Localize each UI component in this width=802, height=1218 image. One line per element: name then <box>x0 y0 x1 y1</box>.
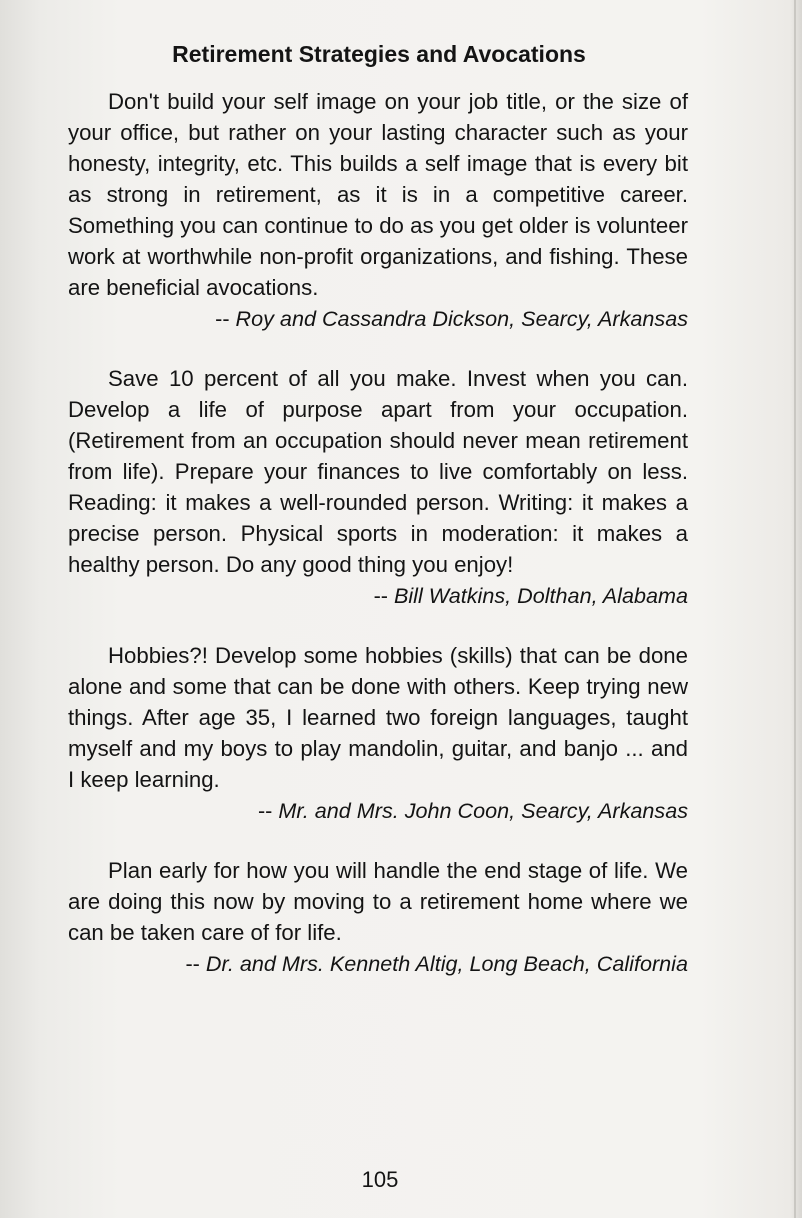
entry-attribution <box>68 948 688 979</box>
entry-attribution <box>68 795 688 826</box>
entry-dickson <box>68 86 688 334</box>
attribution-name: Roy and Cassandra Dickson, Searcy, Arkansas <box>235 306 688 331</box>
attribution-name: Bill Watkins, Dolthan, Alabama <box>393 583 688 608</box>
attribution-name: Dr. and Mrs. Kenneth Altig, Long Beach, California <box>205 951 688 976</box>
entry-watkins <box>68 363 688 611</box>
attribution-dash: -- <box>373 583 394 608</box>
page-title: Retirement Strategies and Avocations <box>172 41 586 67</box>
entry-attribution <box>68 303 688 334</box>
entry-text: Hobbies?! Develop some hobbies (skills) that can be done alone and some that can be done with others. Keep trying new things. After age 35, I learned two foreign languages, taught myself and my boys to play mandolin, guitar, and banjo ... and I keep learning. <box>68 643 688 792</box>
entry-coon <box>68 640 688 826</box>
page-content <box>68 34 688 1008</box>
entry-text: Save 10 percent of all you make. Invest when you can. Develop a life of purpose apart from your occupation. (Retirement from an occupation should never mean retirement from life). Prepare your finances to live comfortably on less. Reading: it makes a well-rounded person. Writing: it makes a precise person. Physical sports in moderation: it makes a healthy person. Do any good thing you enjoy! <box>68 366 688 577</box>
attribution-dash: -- <box>257 798 279 823</box>
entry-text: Plan early for how you will handle the end stage of life. We are doing this now by moving to a retirement home where we can be taken care of for life. <box>68 858 688 945</box>
entry-attribution <box>68 580 688 611</box>
entry-altig <box>68 855 688 979</box>
attribution-name: Mr. and Mrs. John Coon, Searcy, Arkansas <box>278 798 688 823</box>
page-number: 105 <box>361 1167 399 1192</box>
page-edge <box>794 0 796 1218</box>
entry-text: Don't build your self image on your job title, or the size of your office, but rather on your lasting character such as your honesty, integrity, etc. This builds a self image that is every bit as strong in retirement, as it is in a competitive career. Something you can continue to do as you get older is volunteer work at worthwhile non-profit organizations, and fishing. These are beneficial avocations. <box>68 89 688 300</box>
attribution-dash: -- <box>185 951 206 976</box>
attribution-dash: -- <box>215 306 236 331</box>
